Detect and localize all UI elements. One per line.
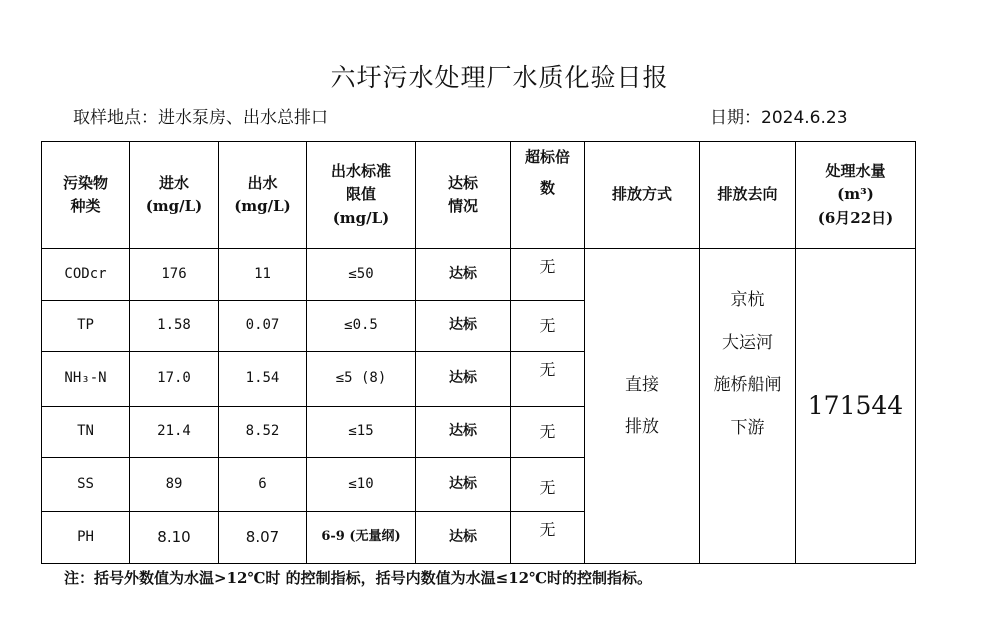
discharge-dest-cell xyxy=(700,249,796,564)
influent-cell: 8.10 xyxy=(130,512,219,564)
header-exceed xyxy=(511,142,585,249)
header-pollutant xyxy=(42,142,130,249)
influent-cell: 21.4 xyxy=(130,407,219,458)
pollutant-cell: NH₃-N xyxy=(42,352,130,407)
header-row xyxy=(42,142,916,249)
discharge-method-l2: 排放 xyxy=(625,417,659,437)
exceed-cell: 无 xyxy=(511,458,585,512)
dest-l3: 施桥船闸 xyxy=(713,375,782,395)
treated-volume-cell: 171544 xyxy=(796,249,916,564)
influent-cell: 1.58 xyxy=(130,301,219,352)
header-volume-l3: (6月22日) xyxy=(817,208,894,227)
header-compliance-l2: 情况 xyxy=(447,197,478,215)
pollutant-cell: PH xyxy=(42,512,130,564)
discharge-method-cell xyxy=(585,249,700,564)
header-effluent-l2: (mg/L) xyxy=(234,197,291,215)
status-cell: 达标 xyxy=(416,249,511,301)
standard-cell: ≤15 xyxy=(307,407,416,458)
status-cell: 达标 xyxy=(416,407,511,458)
header-compliance-l1: 达标 xyxy=(447,173,478,192)
status-cell: 达标 xyxy=(416,512,511,564)
effluent-cell: 1.54 xyxy=(219,352,307,407)
status-cell: 达标 xyxy=(416,352,511,407)
table-row xyxy=(42,249,916,301)
exceed-cell: 无 xyxy=(511,352,585,407)
header-standard-l3: (mg/L) xyxy=(332,208,390,227)
header-influent xyxy=(130,142,219,249)
pollutant-cell: SS xyxy=(42,458,130,512)
header-volume-l1: 处理水量 xyxy=(825,162,886,181)
exceed-cell: 无 xyxy=(511,512,585,564)
discharge-method-l1: 直接 xyxy=(625,374,659,395)
dest-l2: 大运河 xyxy=(722,332,773,353)
header-standard xyxy=(307,142,416,249)
standard-cell: 6-9 (无量纲) xyxy=(307,512,416,564)
header-influent-l1: 进水 xyxy=(158,173,189,192)
effluent-cell: 8.52 xyxy=(219,407,307,458)
standard-cell: ≤5 (8) xyxy=(307,352,416,407)
standard-cell: ≤10 xyxy=(307,458,416,512)
water-quality-table xyxy=(41,141,916,564)
report-date: 日期：2024.6.23 xyxy=(710,108,848,128)
sampling-location: 取样地点：进水泵房、出水总排口 xyxy=(73,108,328,128)
dest-l4: 下游 xyxy=(730,417,765,438)
header-exceed-l1: 超标倍 xyxy=(524,148,570,166)
header-discharge-dest: 排放去向 xyxy=(700,142,796,249)
header-standard-l1: 出水标准 xyxy=(330,162,391,181)
influent-cell: 17.0 xyxy=(130,352,219,407)
header-effluent xyxy=(219,142,307,249)
header-compliance xyxy=(416,142,511,249)
header-pollutant-l1: 污染物 xyxy=(62,173,108,192)
header-volume-l2: (m³) xyxy=(837,185,874,204)
status-cell: 达标 xyxy=(416,458,511,512)
pollutant-cell: CODcr xyxy=(42,249,130,301)
exceed-cell: 无 xyxy=(511,249,585,301)
standard-cell: ≤50 xyxy=(307,249,416,301)
header-exceed-l2: 数 xyxy=(539,179,555,198)
effluent-cell: 8.07 xyxy=(219,512,307,564)
pollutant-cell: TN xyxy=(42,407,130,458)
exceed-cell: 无 xyxy=(511,407,585,458)
standard-cell: ≤0.5 xyxy=(307,301,416,352)
dest-l1: 京杭 xyxy=(730,290,765,310)
influent-cell: 89 xyxy=(130,458,219,512)
effluent-cell: 6 xyxy=(219,458,307,512)
header-influent-l2: (mg/L) xyxy=(145,197,203,215)
report-title: 六圩污水处理厂水质化验日报 xyxy=(330,63,669,92)
header-discharge-method: 排放方式 xyxy=(585,142,700,249)
footnote: 注：括号外数值为水温>12℃时 的控制指标，括号内数值为水温≤12℃时的控制指标。 xyxy=(64,569,653,587)
header-standard-l2: 限值 xyxy=(345,185,376,204)
influent-cell: 176 xyxy=(130,249,219,301)
header-effluent-l1: 出水 xyxy=(247,173,278,192)
pollutant-cell: TP xyxy=(42,301,130,352)
header-volume xyxy=(796,142,916,249)
effluent-cell: 11 xyxy=(219,249,307,301)
header-pollutant-l2: 种类 xyxy=(70,197,101,215)
exceed-cell: 无 xyxy=(511,301,585,352)
effluent-cell: 0.07 xyxy=(219,301,307,352)
status-cell: 达标 xyxy=(416,301,511,352)
